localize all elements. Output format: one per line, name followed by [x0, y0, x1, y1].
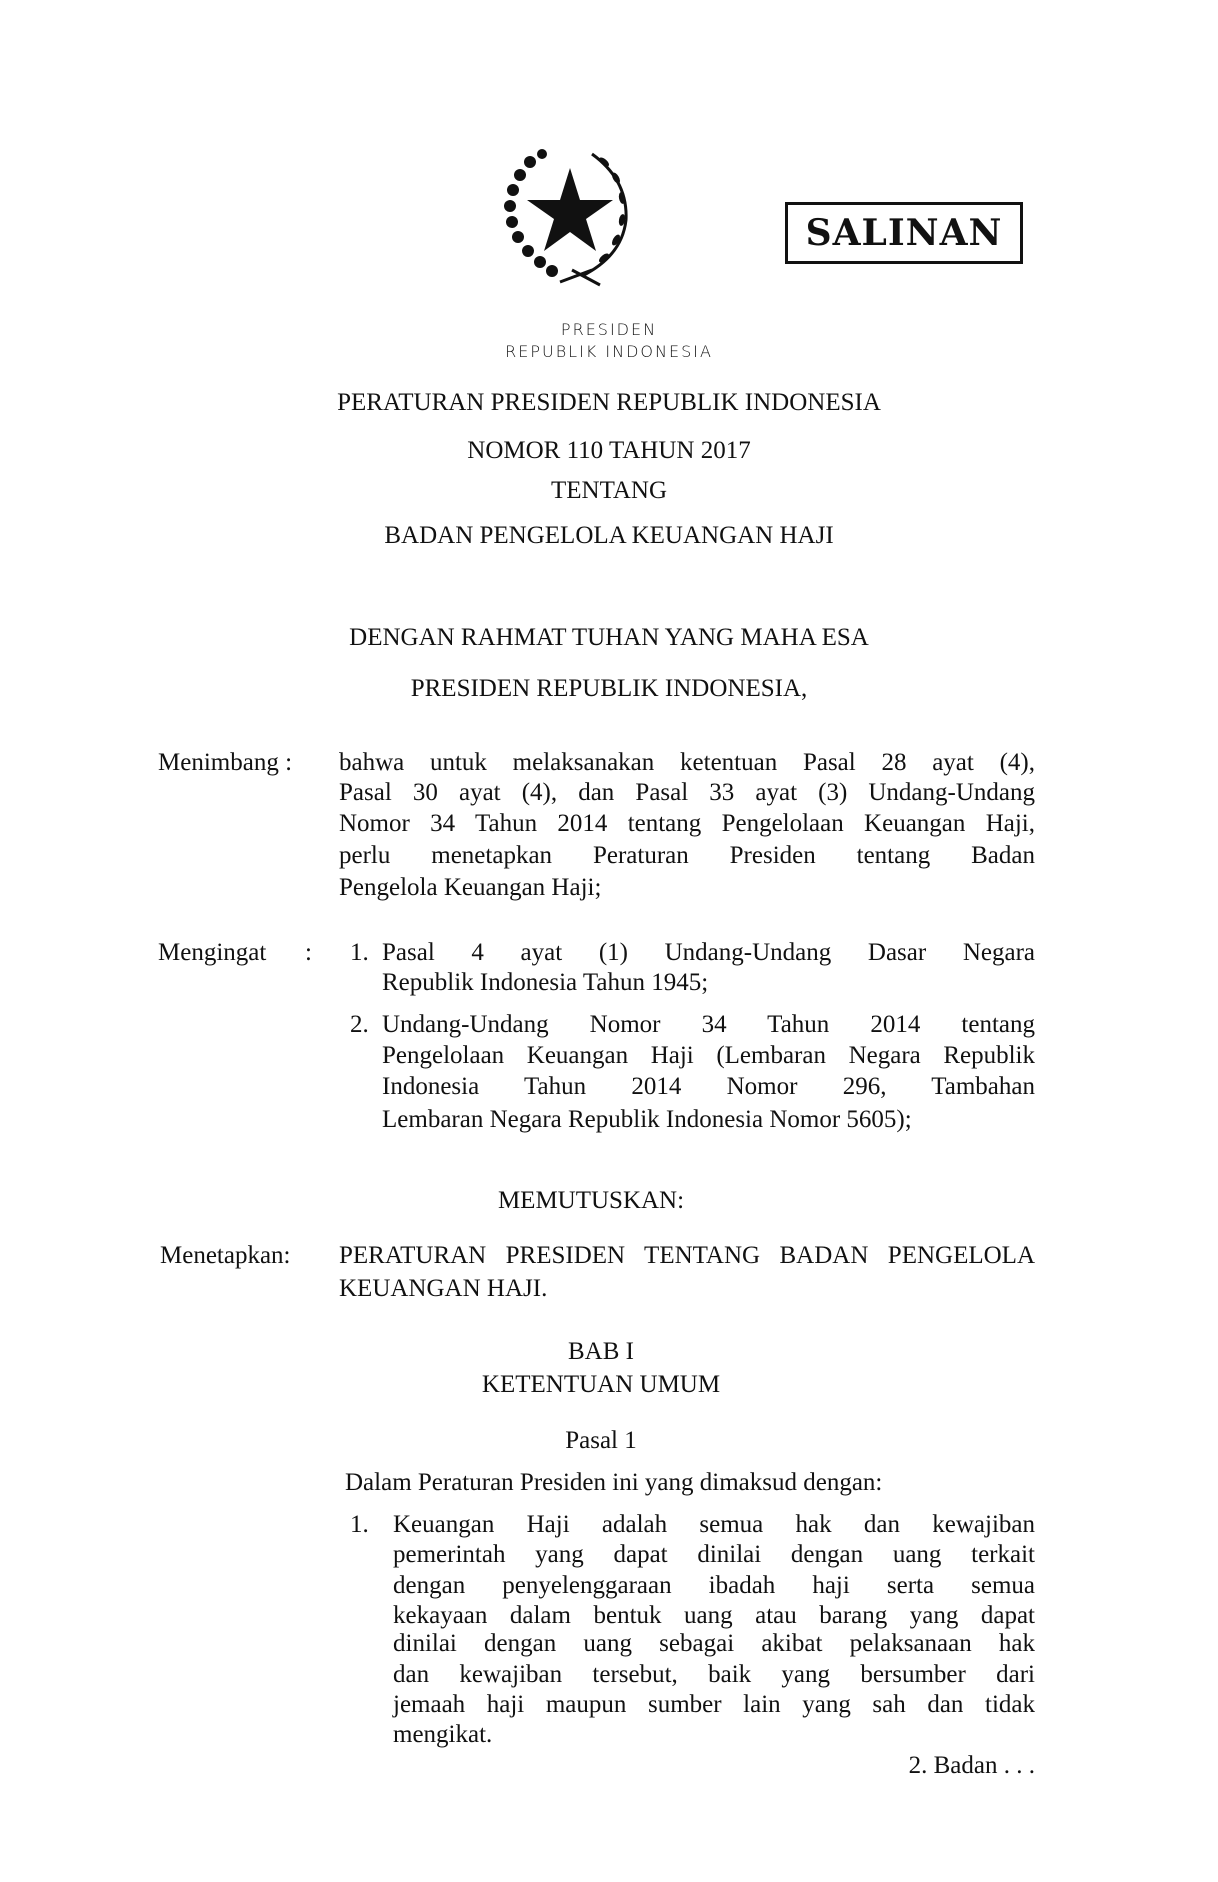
pasal-line: dan kewajiban tersebut, baik yang bersumber dari [393, 1661, 1035, 1688]
menetapkan-label: Menetapkan: [160, 1242, 291, 1269]
mengingat-num: 1. [350, 939, 369, 966]
mengingat-line: Lembaran Negara Republik Indonesia Nomor 5605); [382, 1106, 912, 1133]
pasal-item-num: 1. [350, 1511, 369, 1538]
memutuskan-heading: MEMUTUSKAN: [497, 1187, 685, 1214]
kop-republik: REPUBLIK INDONESIA [505, 342, 713, 361]
mengingat-line: Pasal 4 ayat (1) Undang-Undang Dasar Negara [382, 939, 1035, 966]
menimbang-label: Menimbang : [158, 749, 293, 776]
menimbang-line: Pengelola Keuangan Haji; [339, 874, 602, 901]
preamble-line: DENGAN RAHMAT TUHAN YANG MAHA ESA [349, 624, 869, 651]
pasal-line: jemaah haji maupun sumber lain yang sah dan tidak [393, 1691, 1035, 1718]
title-number: NOMOR 110 TAHUN 2017 [467, 437, 751, 464]
bab-title: KETENTUAN UMUM [481, 1371, 721, 1398]
preamble-line: PRESIDEN REPUBLIK INDONESIA, [410, 675, 808, 702]
pasal-line: dengan penyelenggaraan ibadah haji serta semua [393, 1572, 1035, 1599]
mengingat-label: Mengingat [158, 939, 267, 966]
title-tentang: TENTANG [550, 477, 668, 504]
mengingat-line: Indonesia Tahun 2014 Nomor 296, Tambahan [382, 1073, 1035, 1100]
salinan-stamp [785, 202, 1023, 264]
menetapkan-line: KEUANGAN HAJI. [339, 1275, 548, 1302]
mengingat-line: Republik Indonesia Tahun 1945; [382, 969, 709, 996]
mengingat-colon: : [305, 939, 312, 966]
menimbang-line: Nomor 34 Tahun 2014 tentang Pengelolaan Keuangan Haji, [339, 810, 1035, 837]
pasal-line: dinilai dengan uang sebagai akibat pelaksanaan hak [393, 1630, 1035, 1657]
mengingat-line: Pengelolaan Keuangan Haji (Lembaran Negara Republik [382, 1042, 1035, 1069]
pasal-intro: Dalam Peraturan Presiden ini yang dimaksud dengan: [345, 1469, 883, 1496]
menimbang-line: Pasal 30 ayat (4), dan Pasal 33 ayat (3) Undang-Undang [339, 779, 1035, 806]
page-continuation: 2. Badan . . . [908, 1752, 1035, 1779]
title-line: PERATURAN PRESIDEN REPUBLIK INDONESIA [337, 389, 881, 416]
mengingat-num: 2. [350, 1011, 369, 1038]
presidential-emblem-icon [500, 140, 640, 290]
title-subject: BADAN PENGELOLA KEUANGAN HAJI [384, 522, 834, 549]
pasal-line: kekayaan dalam bentuk uang atau barang yang dapat [393, 1602, 1035, 1629]
pasal-line: mengikat. [393, 1721, 493, 1748]
menimbang-line: bahwa untuk melaksanakan ketentuan Pasal 28 ayat (4), [339, 749, 1035, 776]
pasal-line: pemerintah yang dapat dinilai dengan uang terkait [393, 1541, 1035, 1568]
bab-number: BAB I [568, 1338, 634, 1365]
pasal-line: Keuangan Haji adalah semua hak dan kewajiban [393, 1511, 1035, 1538]
pasal-title: Pasal 1 [565, 1427, 637, 1454]
kop-presiden: PRESIDEN [560, 320, 658, 339]
mengingat-line: Undang-Undang Nomor 34 Tahun 2014 tentang [382, 1011, 1035, 1038]
salinan-label: SALINAN [805, 212, 1003, 254]
menetapkan-line: PERATURAN PRESIDEN TENTANG BADAN PENGELOLA [339, 1242, 1035, 1269]
menimbang-line: perlu menetapkan Peraturan Presiden tentang Badan [339, 842, 1035, 869]
